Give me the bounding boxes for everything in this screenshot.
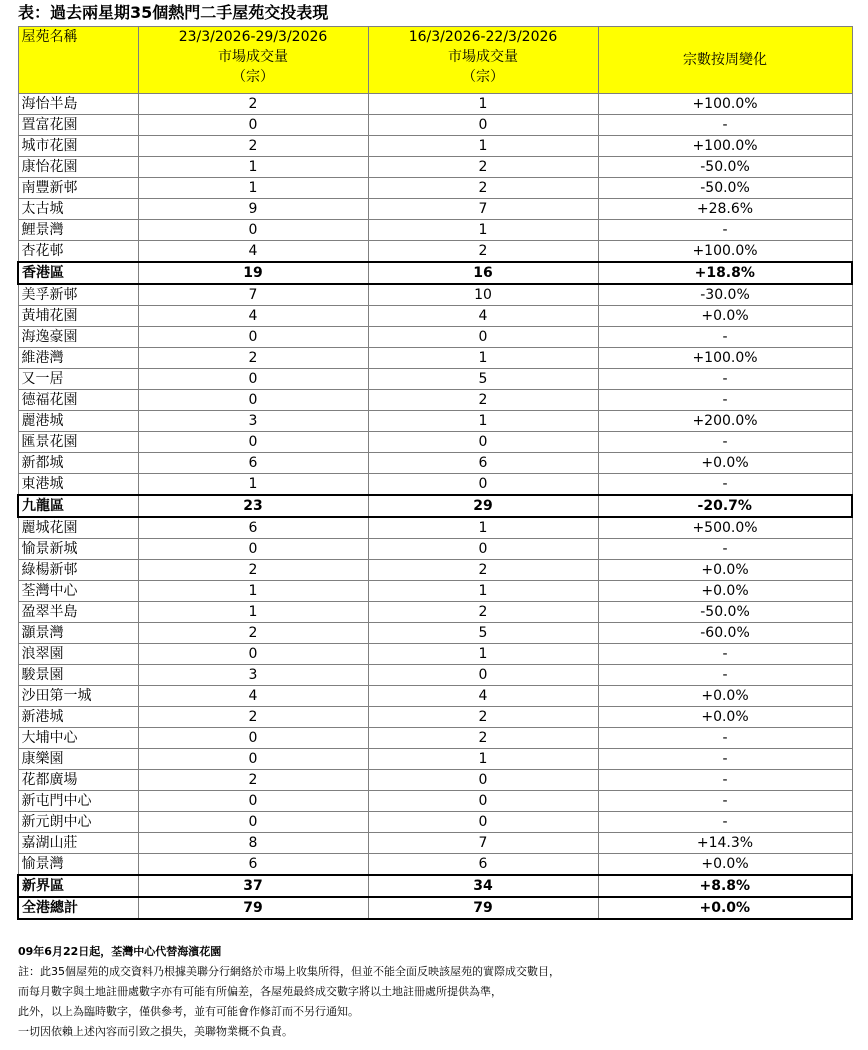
weekly-change-cell: +0.0% — [598, 897, 852, 919]
previous-week-volume-cell: 1 — [368, 581, 598, 602]
weekly-change-cell: +18.8% — [598, 262, 852, 284]
previous-week-volume-cell: 0 — [368, 770, 598, 791]
header-estate-name: 屋苑名稱 — [18, 27, 138, 94]
header-period-1-unit: （宗） — [232, 69, 274, 85]
subtotal-row — [18, 875, 852, 897]
estate-name-cell: 灝景灣 — [18, 623, 138, 644]
header-period-2 — [368, 27, 598, 94]
table-row — [18, 854, 852, 876]
current-week-volume-cell: 9 — [138, 199, 368, 220]
current-week-volume-cell: 0 — [138, 369, 368, 390]
current-week-volume-cell: 7 — [138, 284, 368, 306]
table-row — [18, 602, 852, 623]
table-row — [18, 644, 852, 665]
current-week-volume-cell: 0 — [138, 749, 368, 770]
previous-week-volume-cell: 7 — [368, 833, 598, 854]
estate-name-cell: 荃灣中心 — [18, 581, 138, 602]
transactions-table — [17, 26, 853, 920]
previous-week-volume-cell: 7 — [368, 199, 598, 220]
current-week-volume-cell: 1 — [138, 178, 368, 199]
previous-week-volume-cell: 0 — [368, 665, 598, 686]
weekly-change-cell: - — [598, 728, 852, 749]
current-week-volume-cell: 0 — [138, 539, 368, 560]
estate-name-cell: 盈翠半島 — [18, 602, 138, 623]
current-week-volume-cell: 0 — [138, 390, 368, 411]
table-row — [18, 833, 852, 854]
estate-name-cell: 太古城 — [18, 199, 138, 220]
previous-week-volume-cell: 79 — [368, 897, 598, 919]
estate-name-cell: 新都城 — [18, 453, 138, 474]
previous-week-volume-cell: 2 — [368, 241, 598, 263]
current-week-volume-cell: 2 — [138, 623, 368, 644]
weekly-change-cell: -50.0% — [598, 602, 852, 623]
current-week-volume-cell: 0 — [138, 791, 368, 812]
header-period-2-unit: （宗） — [462, 69, 504, 85]
current-week-volume-cell: 37 — [138, 875, 368, 897]
current-week-volume-cell: 1 — [138, 581, 368, 602]
table-row — [18, 517, 852, 539]
current-week-volume-cell: 2 — [138, 94, 368, 115]
weekly-change-cell: - — [598, 770, 852, 791]
previous-week-volume-cell: 16 — [368, 262, 598, 284]
estate-name-cell: 黃埔花園 — [18, 306, 138, 327]
estate-name-cell: 香港區 — [18, 262, 138, 284]
current-week-volume-cell: 1 — [138, 602, 368, 623]
table-row — [18, 348, 852, 369]
previous-week-volume-cell: 0 — [368, 327, 598, 348]
weekly-change-cell: +0.0% — [598, 707, 852, 728]
previous-week-volume-cell: 1 — [368, 136, 598, 157]
previous-week-volume-cell: 2 — [368, 602, 598, 623]
table-row — [18, 369, 852, 390]
previous-week-volume-cell: 0 — [368, 791, 598, 812]
current-week-volume-cell: 0 — [138, 220, 368, 241]
weekly-change-cell: -50.0% — [598, 178, 852, 199]
previous-week-volume-cell: 0 — [368, 115, 598, 136]
previous-week-volume-cell: 5 — [368, 369, 598, 390]
current-week-volume-cell: 2 — [138, 560, 368, 581]
estate-name-cell: 新屯門中心 — [18, 791, 138, 812]
current-week-volume-cell: 4 — [138, 306, 368, 327]
current-week-volume-cell: 4 — [138, 241, 368, 263]
table-row — [18, 136, 852, 157]
previous-week-volume-cell: 6 — [368, 453, 598, 474]
estate-name-cell: 愉景灣 — [18, 854, 138, 876]
estate-name-cell: 新港城 — [18, 707, 138, 728]
weekly-change-cell: +0.0% — [598, 854, 852, 876]
table-row — [18, 327, 852, 348]
estate-name-cell: 大埔中心 — [18, 728, 138, 749]
current-week-volume-cell: 2 — [138, 707, 368, 728]
current-week-volume-cell: 2 — [138, 770, 368, 791]
estate-name-cell: 維港灣 — [18, 348, 138, 369]
estate-name-cell: 麗城花園 — [18, 517, 138, 539]
weekly-change-cell: +100.0% — [598, 241, 852, 263]
current-week-volume-cell: 0 — [138, 644, 368, 665]
previous-week-volume-cell: 34 — [368, 875, 598, 897]
weekly-change-cell: -30.0% — [598, 284, 852, 306]
table-row — [18, 157, 852, 178]
previous-week-volume-cell: 0 — [368, 812, 598, 833]
weekly-change-cell: - — [598, 791, 852, 812]
subtotal-row — [18, 897, 852, 919]
weekly-change-cell: - — [598, 812, 852, 833]
weekly-change-cell: -60.0% — [598, 623, 852, 644]
table-row — [18, 115, 852, 136]
weekly-change-cell: - — [598, 432, 852, 453]
estate-name-cell: 沙田第一城 — [18, 686, 138, 707]
current-week-volume-cell: 0 — [138, 327, 368, 348]
footnotes — [18, 942, 858, 1042]
estate-name-cell: 浪翠園 — [18, 644, 138, 665]
current-week-volume-cell: 0 — [138, 728, 368, 749]
previous-week-volume-cell: 6 — [368, 854, 598, 876]
table-row — [18, 728, 852, 749]
estate-name-cell: 新元朗中心 — [18, 812, 138, 833]
table-row — [18, 581, 852, 602]
estate-name-cell: 南豐新邨 — [18, 178, 138, 199]
weekly-change-cell: +500.0% — [598, 517, 852, 539]
current-week-volume-cell: 4 — [138, 686, 368, 707]
previous-week-volume-cell: 29 — [368, 495, 598, 517]
previous-week-volume-cell: 1 — [368, 517, 598, 539]
table-row — [18, 812, 852, 833]
previous-week-volume-cell: 2 — [368, 560, 598, 581]
table-row — [18, 220, 852, 241]
footnote-line: 註：此35個屋苑的成交資料乃根據美聯分行網絡於市場上收集所得，但並不能全面反映該屋苑的實際成交數目， — [18, 965, 560, 978]
estate-name-cell: 鯉景灣 — [18, 220, 138, 241]
header-weekly-change: 宗數按周變化 — [598, 27, 852, 94]
estate-name-cell: 美孚新邨 — [18, 284, 138, 306]
estate-name-cell: 綠楊新邨 — [18, 560, 138, 581]
previous-week-volume-cell: 2 — [368, 178, 598, 199]
current-week-volume-cell: 0 — [138, 812, 368, 833]
current-week-volume-cell: 79 — [138, 897, 368, 919]
estate-name-cell: 又一居 — [18, 369, 138, 390]
weekly-change-cell: +0.0% — [598, 686, 852, 707]
estate-name-cell: 康怡花園 — [18, 157, 138, 178]
estate-name-cell: 九龍區 — [18, 495, 138, 517]
current-week-volume-cell: 2 — [138, 348, 368, 369]
table-row — [18, 94, 852, 115]
current-week-volume-cell: 1 — [138, 157, 368, 178]
weekly-change-cell: - — [598, 327, 852, 348]
estate-name-cell: 康樂園 — [18, 749, 138, 770]
previous-week-volume-cell: 4 — [368, 686, 598, 707]
table-row — [18, 411, 852, 432]
current-week-volume-cell: 23 — [138, 495, 368, 517]
table-row — [18, 178, 852, 199]
table-row — [18, 749, 852, 770]
header-period-1 — [138, 27, 368, 94]
footnote-line: 一切因依賴上述內容而引致之損失，美聯物業概不負責。 — [18, 1025, 293, 1038]
current-week-volume-cell: 6 — [138, 854, 368, 876]
weekly-change-cell: - — [598, 644, 852, 665]
table-row — [18, 539, 852, 560]
footnote-line: 09年6月22日起，荃灣中心代替海濱花園 — [18, 945, 222, 958]
previous-week-volume-cell: 1 — [368, 644, 598, 665]
previous-week-volume-cell: 2 — [368, 390, 598, 411]
weekly-change-cell: +14.3% — [598, 833, 852, 854]
current-week-volume-cell: 1 — [138, 474, 368, 496]
previous-week-volume-cell: 2 — [368, 728, 598, 749]
previous-week-volume-cell: 0 — [368, 432, 598, 453]
weekly-change-cell: - — [598, 474, 852, 496]
weekly-change-cell: - — [598, 749, 852, 770]
current-week-volume-cell: 8 — [138, 833, 368, 854]
estate-name-cell: 駿景園 — [18, 665, 138, 686]
previous-week-volume-cell: 1 — [368, 749, 598, 770]
estate-name-cell: 嘉湖山莊 — [18, 833, 138, 854]
header-period-2-dates: 16/3/2026-22/3/2026 — [408, 29, 558, 45]
estate-name-cell: 置富花園 — [18, 115, 138, 136]
current-week-volume-cell: 19 — [138, 262, 368, 284]
weekly-change-cell: +200.0% — [598, 411, 852, 432]
table-row — [18, 241, 852, 263]
estate-name-cell: 全港總計 — [18, 897, 138, 919]
weekly-change-cell: -20.7% — [598, 495, 852, 517]
current-week-volume-cell: 6 — [138, 517, 368, 539]
footnote-line: 而每月數字與土地註冊處數字亦有可能有所偏差，各屋苑最終成交數字將以土地註冊處所提供為準， — [18, 985, 502, 998]
table-row — [18, 686, 852, 707]
previous-week-volume-cell: 4 — [368, 306, 598, 327]
current-week-volume-cell: 3 — [138, 411, 368, 432]
previous-week-volume-cell: 5 — [368, 623, 598, 644]
subtotal-row — [18, 495, 852, 517]
estate-name-cell: 城市花園 — [18, 136, 138, 157]
table-row — [18, 284, 852, 306]
estate-name-cell: 德福花園 — [18, 390, 138, 411]
weekly-change-cell: +0.0% — [598, 560, 852, 581]
weekly-change-cell: +28.6% — [598, 199, 852, 220]
estate-name-cell: 東港城 — [18, 474, 138, 496]
current-week-volume-cell: 6 — [138, 453, 368, 474]
previous-week-volume-cell: 2 — [368, 707, 598, 728]
previous-week-volume-cell: 0 — [368, 539, 598, 560]
table-row — [18, 432, 852, 453]
weekly-change-cell: - — [598, 539, 852, 560]
table-title: 表：過去兩星期35個熱門二手屋苑交投表現 — [18, 3, 329, 22]
header-period-1-dates: 23/3/2026-29/3/2026 — [178, 29, 328, 45]
estate-name-cell: 花都廣場 — [18, 770, 138, 791]
weekly-change-cell: - — [598, 369, 852, 390]
table-row — [18, 390, 852, 411]
table-row — [18, 474, 852, 496]
current-week-volume-cell: 2 — [138, 136, 368, 157]
current-week-volume-cell: 0 — [138, 115, 368, 136]
current-week-volume-cell: 3 — [138, 665, 368, 686]
current-week-volume-cell: 0 — [138, 432, 368, 453]
estate-name-cell: 愉景新城 — [18, 539, 138, 560]
weekly-change-cell: - — [598, 665, 852, 686]
table-row — [18, 665, 852, 686]
weekly-change-cell: - — [598, 390, 852, 411]
previous-week-volume-cell: 1 — [368, 94, 598, 115]
estate-name-cell: 新界區 — [18, 875, 138, 897]
previous-week-volume-cell: 0 — [368, 474, 598, 496]
header-period-2-label: 市場成交量 — [448, 49, 518, 65]
table-row — [18, 306, 852, 327]
subtotal-row — [18, 262, 852, 284]
previous-week-volume-cell: 1 — [368, 411, 598, 432]
estate-name-cell: 海逸豪園 — [18, 327, 138, 348]
weekly-change-cell: +100.0% — [598, 136, 852, 157]
table-row — [18, 623, 852, 644]
previous-week-volume-cell: 2 — [368, 157, 598, 178]
estate-name-cell: 匯景花園 — [18, 432, 138, 453]
weekly-change-cell: +0.0% — [598, 581, 852, 602]
footnote-line: 此外，以上為臨時數字，僅供參考，並有可能會作修訂而不另行通知。 — [18, 1005, 359, 1018]
weekly-change-cell: +0.0% — [598, 453, 852, 474]
table-row — [18, 791, 852, 812]
estate-name-cell: 麗港城 — [18, 411, 138, 432]
weekly-change-cell: +100.0% — [598, 94, 852, 115]
previous-week-volume-cell: 1 — [368, 348, 598, 369]
table-row — [18, 453, 852, 474]
weekly-change-cell: +8.8% — [598, 875, 852, 897]
table-row — [18, 770, 852, 791]
previous-week-volume-cell: 1 — [368, 220, 598, 241]
table-row — [18, 199, 852, 220]
weekly-change-cell: +0.0% — [598, 306, 852, 327]
estate-name-cell: 杏花邨 — [18, 241, 138, 263]
weekly-change-cell: +100.0% — [598, 348, 852, 369]
table-row — [18, 707, 852, 728]
header-row — [18, 27, 852, 94]
weekly-change-cell: -50.0% — [598, 157, 852, 178]
header-period-1-label: 市場成交量 — [218, 49, 288, 65]
previous-week-volume-cell: 10 — [368, 284, 598, 306]
estate-name-cell: 海怡半島 — [18, 94, 138, 115]
weekly-change-cell: - — [598, 220, 852, 241]
weekly-change-cell: - — [598, 115, 852, 136]
table-row — [18, 560, 852, 581]
table-body — [18, 94, 852, 920]
